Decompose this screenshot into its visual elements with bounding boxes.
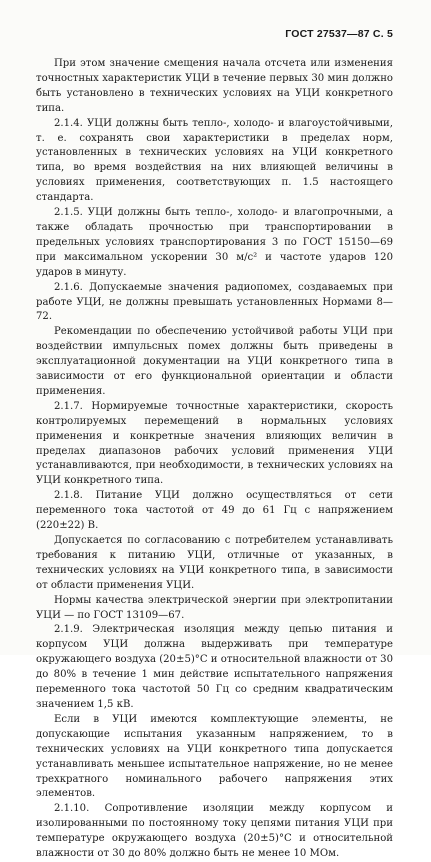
paragraph-power-requirements: Допускается по согласованию с потребителем устанавливать требования к питанию УЦИ, отличные от указанных, в технических условиях на УЦИ конкретного типа, в зависимости от области применения УЦИ.: [36, 535, 393, 591]
page-header: ГОСТ 27537—87 С. 5: [285, 28, 393, 40]
paragraph-2-1-8: 2.1.8. Питание УЦИ должно осуществляться от сети переменного тока частотой от 49 до 61 Гц с напряжением (220±22) В.: [36, 490, 393, 532]
paragraph-offset-change: При этом значение смещения начала отсчета или изменения точностных характеристик УЦИ в течение первых 30 мин должно быть установлено в технических условиях на УЦИ конкретного типа.: [36, 58, 393, 114]
paragraph-power-quality: Нормы качества электрической энергии при электропитании УЦИ — по ГОСТ 13109—67.: [36, 594, 393, 621]
paragraph-2-1-4: 2.1.4. УЦИ должны быть тепло-, холодо- и влагоустойчивыми, т. е. сохранять свои характеристики в пределах норм, установленных в технических условиях на УЦИ конкретного типа, во время воздействия на них влияющей величины в условиях применения, соответствующих п. 1.5 настоящего стандарта.: [36, 117, 393, 204]
paragraph-pulse-interference: Рекомендации по обеспечению устойчивой работы УЦИ при воздействии импульсных помех должны быть приведены в эксплуатационной документации на УЦИ конкретного типа в зависимости от его функциональной ориентации и области применения.: [36, 326, 393, 397]
document-body: [36, 57, 393, 862]
paragraph-2-1-5: 2.1.5. УЦИ должны быть тепло-, холодо- и влагопрочными, а также обладать прочностью при транспортировании в предельных условиях транспортирования 3 по ГОСТ 15150—69 при максимальном ускорении 30 м/с² и частоте ударов 120 ударов в минуту.: [36, 207, 393, 278]
paragraph-2-1-7: 2.1.7. Нормируемые точностные характеристики, скорость контролируемых перемещений в нормальных условиях применения и конкретные значения влияющих величин в пределах диапазонов рабочих условий применения УЦИ устанавливаются, при необходимости, в технических условиях на УЦИ конкретного типа.: [36, 400, 393, 487]
paragraph-components-test: Если в УЦИ имеются комплектующие элементы, не допускающие испытания указанным напряжением, то в технических условиях на УЦИ конкретного типа допускается устанавливать меньшее испытательное напряжение, но не менее трехкратного номинального рабочего напряжения этих элементов.: [36, 713, 393, 800]
paragraph-2-1-10: 2.1.10. Сопротивление изоляции между корпусом и изолированными по постоянному току цепями питания УЦИ при температуре окружающего воздуха (20±5)°С и относительной влажности от 30 до 80% должно быть не менее 10 МОм.: [36, 803, 393, 860]
paragraph-2-1-9: 2.1.9. Электрическая изоляция между цепью питания и корпусом УЦИ должна выдерживать при температуре окружающего воздуха (20±5)°С и относительной влажности от 30 до 80% в течение 1 мин действие испытательного напряжения переменного тока частотой 50 Гц со средним квадратическим значением 1,5 кВ.: [36, 624, 393, 710]
paragraph-2-1-6: 2.1.6. Допускаемые значения радиопомех, создаваемых при работе УЦИ, не должны превышать установленных Нормами 8—72.: [36, 281, 393, 323]
